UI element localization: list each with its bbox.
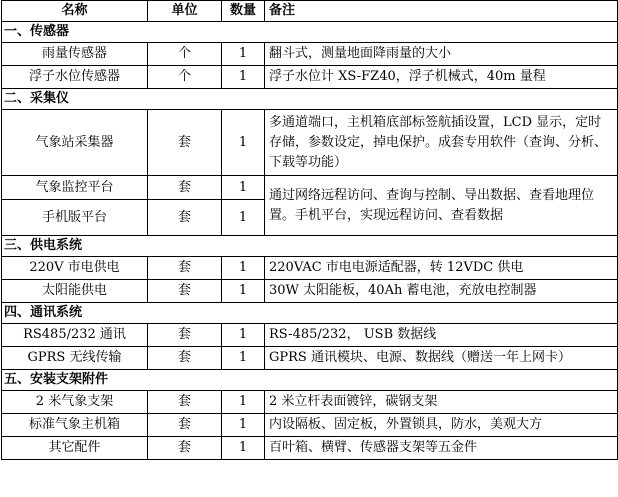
- section-row: [2, 22, 618, 43]
- col-header-qty: 数量: [222, 1, 265, 22]
- item-qty: 1: [222, 66, 265, 89]
- item-name: GPRS 无线传输: [2, 347, 148, 370]
- section-title: 一、传感器: [2, 22, 618, 43]
- item-note: 多通道端口，主机箱底部标签航插设置，LCD 显示，定时存储，参数设定，掉电保护。成套专用软件（查询、分析、下载等功能）: [265, 110, 618, 176]
- section-row: [2, 89, 618, 110]
- table-row: [2, 391, 618, 414]
- section-title: 三、供电系统: [2, 236, 618, 257]
- table-row: [2, 66, 618, 89]
- col-header-name: 名称: [2, 1, 148, 22]
- item-qty: 1: [222, 347, 265, 370]
- section-title: 二、采集仪: [2, 89, 618, 110]
- item-name: 气象监控平台: [2, 176, 148, 200]
- table-row: [2, 280, 618, 303]
- item-note: 2 米立杆表面镀锌，碳钢支架: [265, 391, 618, 414]
- table-row: [2, 257, 618, 280]
- section-row: [2, 370, 618, 391]
- item-note: GPRS 通讯模块、电源、数据线（赠送一年上网卡）: [265, 347, 618, 370]
- item-name: 太阳能供电: [2, 280, 148, 303]
- item-unit: 套: [148, 257, 222, 280]
- item-qty: 1: [222, 257, 265, 280]
- item-note: 通过网络远程访问、查询与控制、导出数据、查看地理位置。手机平台，实现远程访问、查看数据: [265, 176, 618, 236]
- table-row: [2, 43, 618, 66]
- item-unit: 个: [148, 43, 222, 66]
- header-row: [2, 1, 618, 22]
- item-qty: 1: [222, 414, 265, 437]
- item-qty: 1: [222, 391, 265, 414]
- item-unit: 套: [148, 176, 222, 200]
- item-name: 浮子水位传感器: [2, 66, 148, 89]
- section-title: 四、通讯系统: [2, 303, 618, 324]
- item-unit: 套: [148, 391, 222, 414]
- item-name: 手机版平台: [2, 200, 148, 236]
- item-note: 百叶箱、横臂、传感器支架等五金件: [265, 437, 618, 460]
- item-unit: 套: [148, 347, 222, 370]
- item-name: 雨量传感器: [2, 43, 148, 66]
- table-row: [2, 347, 618, 370]
- equipment-list-table: [1, 0, 618, 460]
- item-qty: 1: [222, 280, 265, 303]
- item-unit: 套: [148, 324, 222, 347]
- col-header-unit: 单位: [148, 1, 222, 22]
- table-row: [2, 414, 618, 437]
- section-title: 五、安装支架附件: [2, 370, 618, 391]
- item-unit: 个: [148, 66, 222, 89]
- item-unit: 套: [148, 110, 222, 176]
- section-row: [2, 236, 618, 257]
- item-note: 浮子水位计 XS-FZ40，浮子机械式，40m 量程: [265, 66, 618, 89]
- item-name: 其它配件: [2, 437, 148, 460]
- item-name: 2 米气象支架: [2, 391, 148, 414]
- item-name: 标准气象主机箱: [2, 414, 148, 437]
- section-row: [2, 303, 618, 324]
- item-name: 220V 市电供电: [2, 257, 148, 280]
- table-row: [2, 324, 618, 347]
- table-row: [2, 110, 618, 176]
- item-qty: 1: [222, 43, 265, 66]
- item-qty: 1: [222, 176, 265, 200]
- item-note: 30W 太阳能板，40Ah 蓄电池，充放电控制器: [265, 280, 618, 303]
- item-note: 翻斗式，测量地面降雨量的大小: [265, 43, 618, 66]
- col-header-note: 备注: [265, 1, 618, 22]
- item-note: 内设隔板、固定板，外置锁具，防水，美观大方: [265, 414, 618, 437]
- item-name: RS485/232 通讯: [2, 324, 148, 347]
- item-qty: 1: [222, 200, 265, 236]
- item-note: 220VAC 市电电源适配器，转 12VDC 供电: [265, 257, 618, 280]
- item-name: 气象站采集器: [2, 110, 148, 176]
- table-row: [2, 437, 618, 460]
- item-qty: 1: [222, 110, 265, 176]
- item-unit: 套: [148, 437, 222, 460]
- item-qty: 1: [222, 324, 265, 347]
- item-unit: 套: [148, 280, 222, 303]
- table-row: [2, 176, 618, 200]
- item-note: RS-485/232， USB 数据线: [265, 324, 618, 347]
- item-qty: 1: [222, 437, 265, 460]
- item-unit: 套: [148, 200, 222, 236]
- item-unit: 套: [148, 414, 222, 437]
